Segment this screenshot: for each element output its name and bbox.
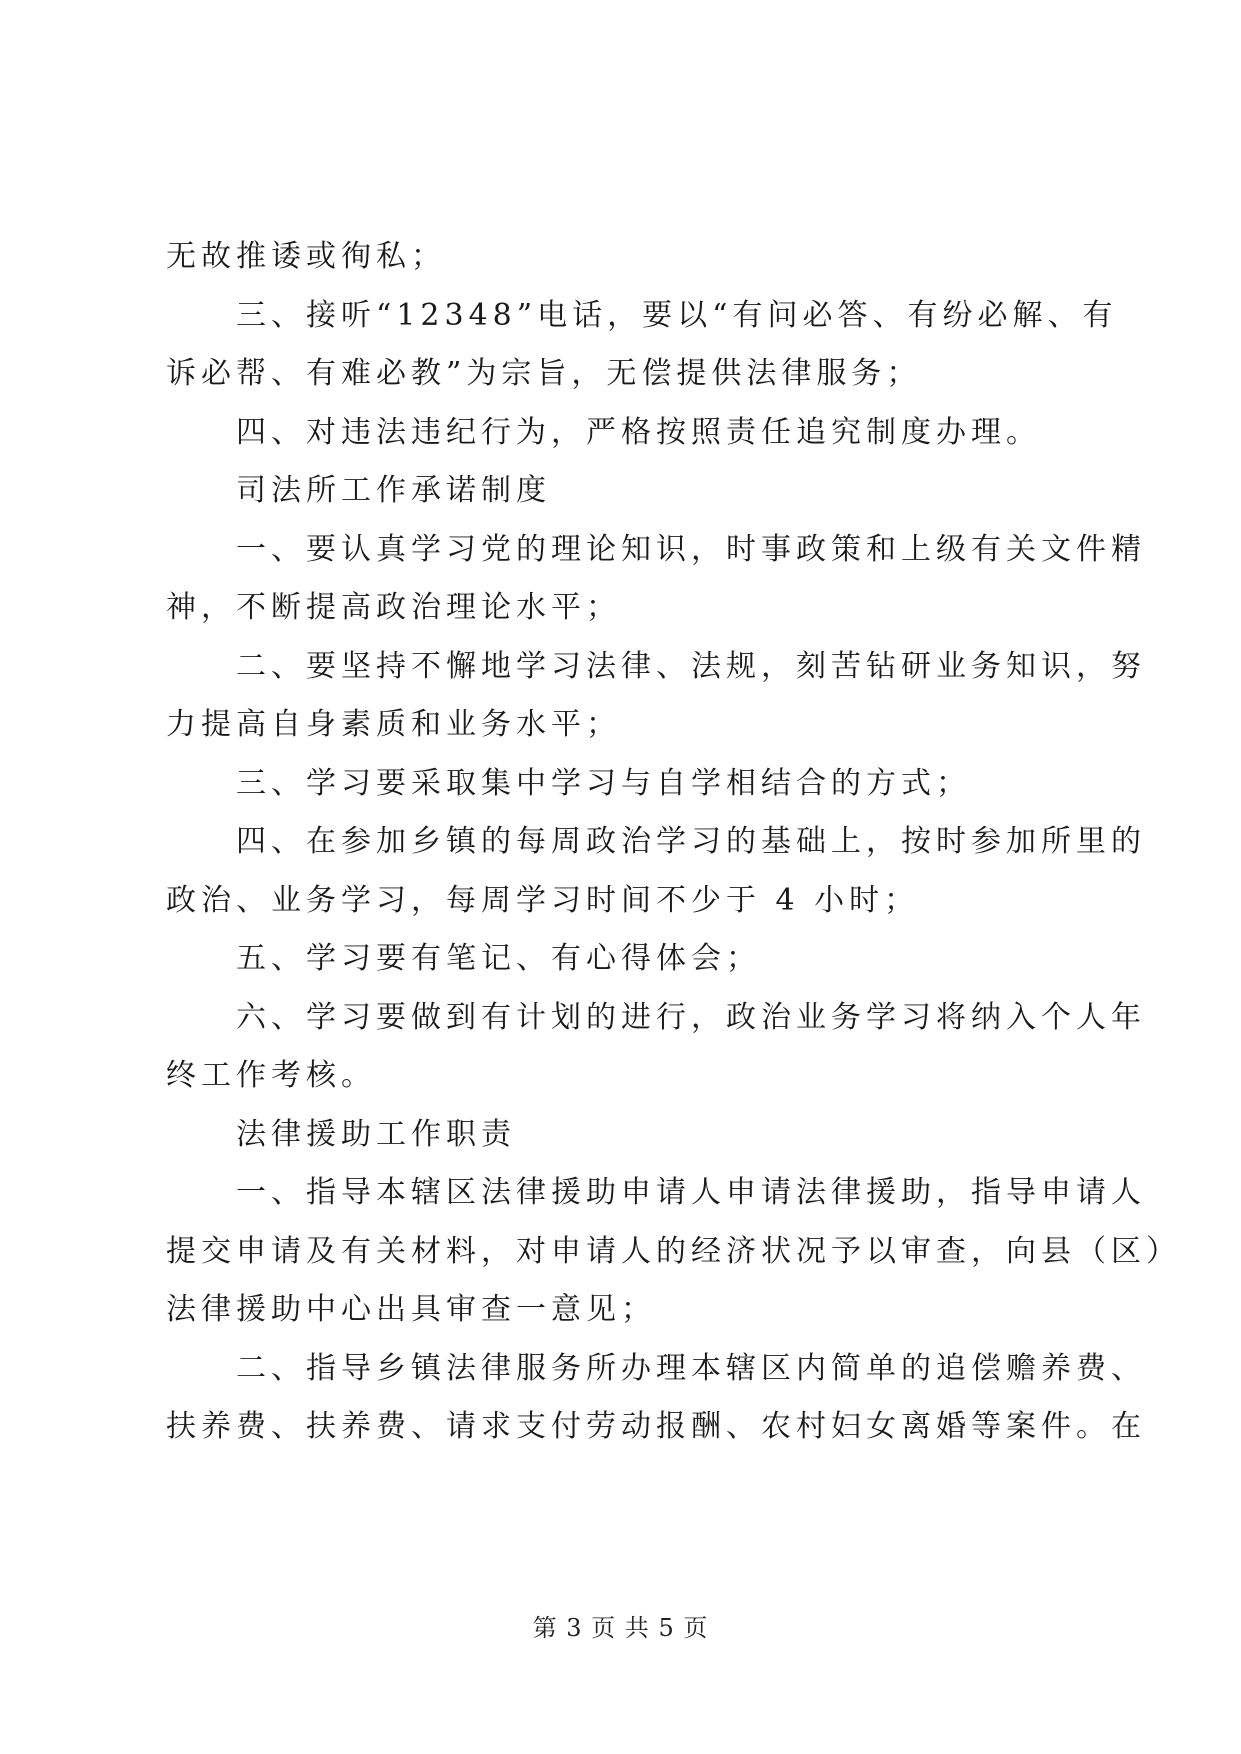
body-line-1: 无故推诿或徇私； <box>166 239 446 274</box>
body-line-8: 二、要坚持不懈地学习法律、法规，刻苦钻研业务知识，努 <box>236 648 1146 684</box>
body-line-10: 三、学习要采取集中学习与自学相结合的方式； <box>236 765 971 801</box>
body-line-12: 政治、业务学习，每周学习时间不少于 4 小时； <box>166 882 920 918</box>
body-line-13: 五、学习要有笔记、有心得体会； <box>236 941 761 976</box>
section-heading-legal-aid: 法律援助工作职责 <box>236 1116 516 1152</box>
body-line-3: 诉必帮、有难必教”为宗旨，无偿提供法律服务； <box>166 356 922 391</box>
body-line-9: 力提高自身素质和业务水平； <box>166 707 621 742</box>
body-line-20: 二、指导乡镇法律服务所办理本辖区内简单的追偿赡养费、 <box>236 1350 1146 1386</box>
section-heading-commitment: 司法所工作承诺制度 <box>236 473 551 508</box>
body-line-19: 法律援助中心出具审查一意见； <box>166 1292 656 1327</box>
body-line-4: 四、对违法违纪行为，严格按照责任追究制度办理。 <box>236 414 1041 450</box>
page-number-footer: 第 3 页 共 5 页 <box>532 1614 709 1642</box>
body-line-6: 一、要认真学习党的理论知识，时事政策和上级有关文件精 <box>236 531 1146 567</box>
document-body <box>166 228 1181 1457</box>
body-line-17: 一、指导本辖区法律援助申请人申请法律援助，指导申请人 <box>236 1175 1146 1210</box>
body-line-11: 四、在参加乡镇的每周政治学习的基础上，按时参加所里的 <box>236 824 1146 859</box>
body-line-21: 扶养费、扶养费、请求支付劳动报酬、农村妇女离婚等案件。在 <box>166 1409 1146 1444</box>
body-line-18: 提交申请及有关材料，对申请人的经济状况予以审查，向县（区） <box>166 1233 1181 1269</box>
body-line-14: 六、学习要做到有计划的进行，政治业务学习将纳入个人年 <box>236 999 1146 1035</box>
body-line-2: 三、接听“12348”电话，要以“有问必答、有纷必解、有 <box>236 297 1118 333</box>
body-line-15: 终工作考核。 <box>166 1058 376 1093</box>
body-line-7: 神，不断提高政治理论水平； <box>166 590 621 625</box>
